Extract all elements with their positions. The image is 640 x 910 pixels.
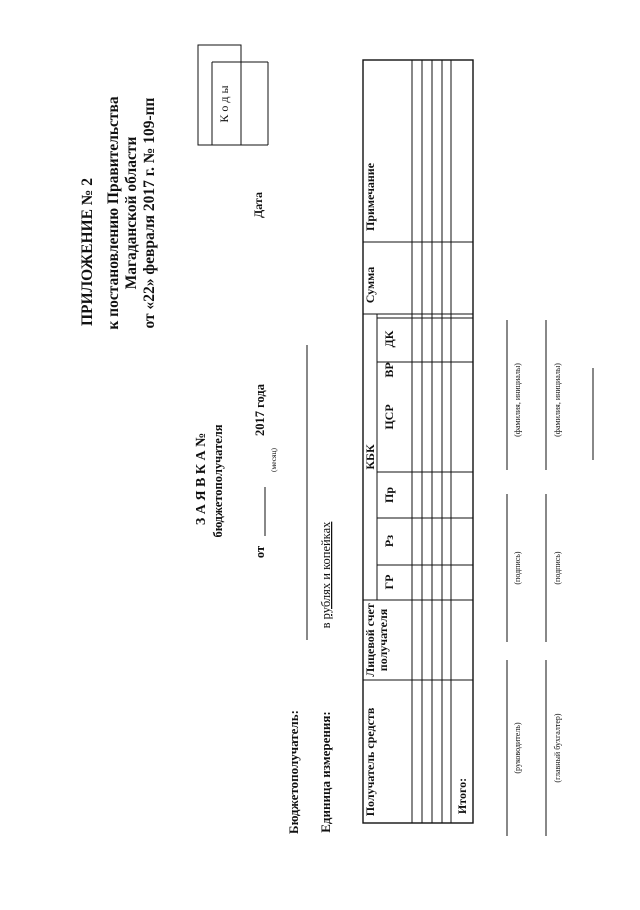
col-recipient: Получатель средств bbox=[363, 707, 377, 817]
col-kbk-rz: Рз bbox=[382, 534, 396, 548]
col-note: Примечание bbox=[363, 162, 377, 232]
col-account-line1: Лицевой счет bbox=[363, 603, 377, 677]
appendix-line-2: к постановлению Правительства bbox=[105, 96, 122, 330]
codes-title: К о д ы bbox=[217, 85, 231, 123]
col-kbk-vr: ВР bbox=[382, 362, 396, 378]
date-label: Дата bbox=[251, 192, 265, 218]
appendix-line-4: от «22» февраля 2017 г. № 109-пп bbox=[141, 97, 158, 329]
date-from-label: от bbox=[253, 545, 267, 559]
unit-value-text: рублях и копейках bbox=[319, 521, 333, 620]
unit-value bbox=[319, 521, 333, 628]
signature-accountant-sign: (подпись) bbox=[553, 551, 562, 585]
signature-accountant-name: (фамилия, инициалы) bbox=[553, 363, 562, 437]
signature-head-label: (руководитель) bbox=[513, 722, 522, 774]
unit-value-prefix: в bbox=[319, 619, 333, 629]
col-kbk-pr: Пр bbox=[382, 486, 396, 504]
unit-label: Единица измерения: bbox=[318, 711, 333, 833]
col-kbk: КБК bbox=[363, 444, 377, 470]
appendix-line-3: Магаданской области bbox=[123, 136, 140, 290]
signature-accountant-label: (главный бухгалтер) bbox=[553, 713, 562, 783]
col-kbk-gr: ГР bbox=[382, 574, 396, 590]
col-sum: Сумма bbox=[363, 266, 377, 304]
col-kbk-dk: ДК bbox=[382, 330, 396, 348]
month-hint: (месяц) bbox=[269, 447, 278, 473]
col-account-line2: получателя bbox=[376, 608, 390, 672]
request-table bbox=[363, 60, 473, 823]
year-text: 2017 года bbox=[253, 384, 267, 436]
recipient-label: Бюджетополучатель: bbox=[286, 710, 301, 834]
form-title: З А Я В К А № bbox=[194, 432, 209, 526]
signature-head-name: (фамилия, инициалы) bbox=[513, 363, 522, 437]
signature-head-sign: (подпись) bbox=[513, 551, 522, 585]
appendix-title: ПРИЛОЖЕНИЕ № 2 bbox=[79, 178, 96, 326]
col-kbk-csr: ЦСР bbox=[382, 404, 396, 430]
total-label: Итого: bbox=[455, 777, 469, 815]
codes-box bbox=[198, 45, 268, 145]
form-subtitle: бюджетополучателя bbox=[211, 424, 225, 538]
